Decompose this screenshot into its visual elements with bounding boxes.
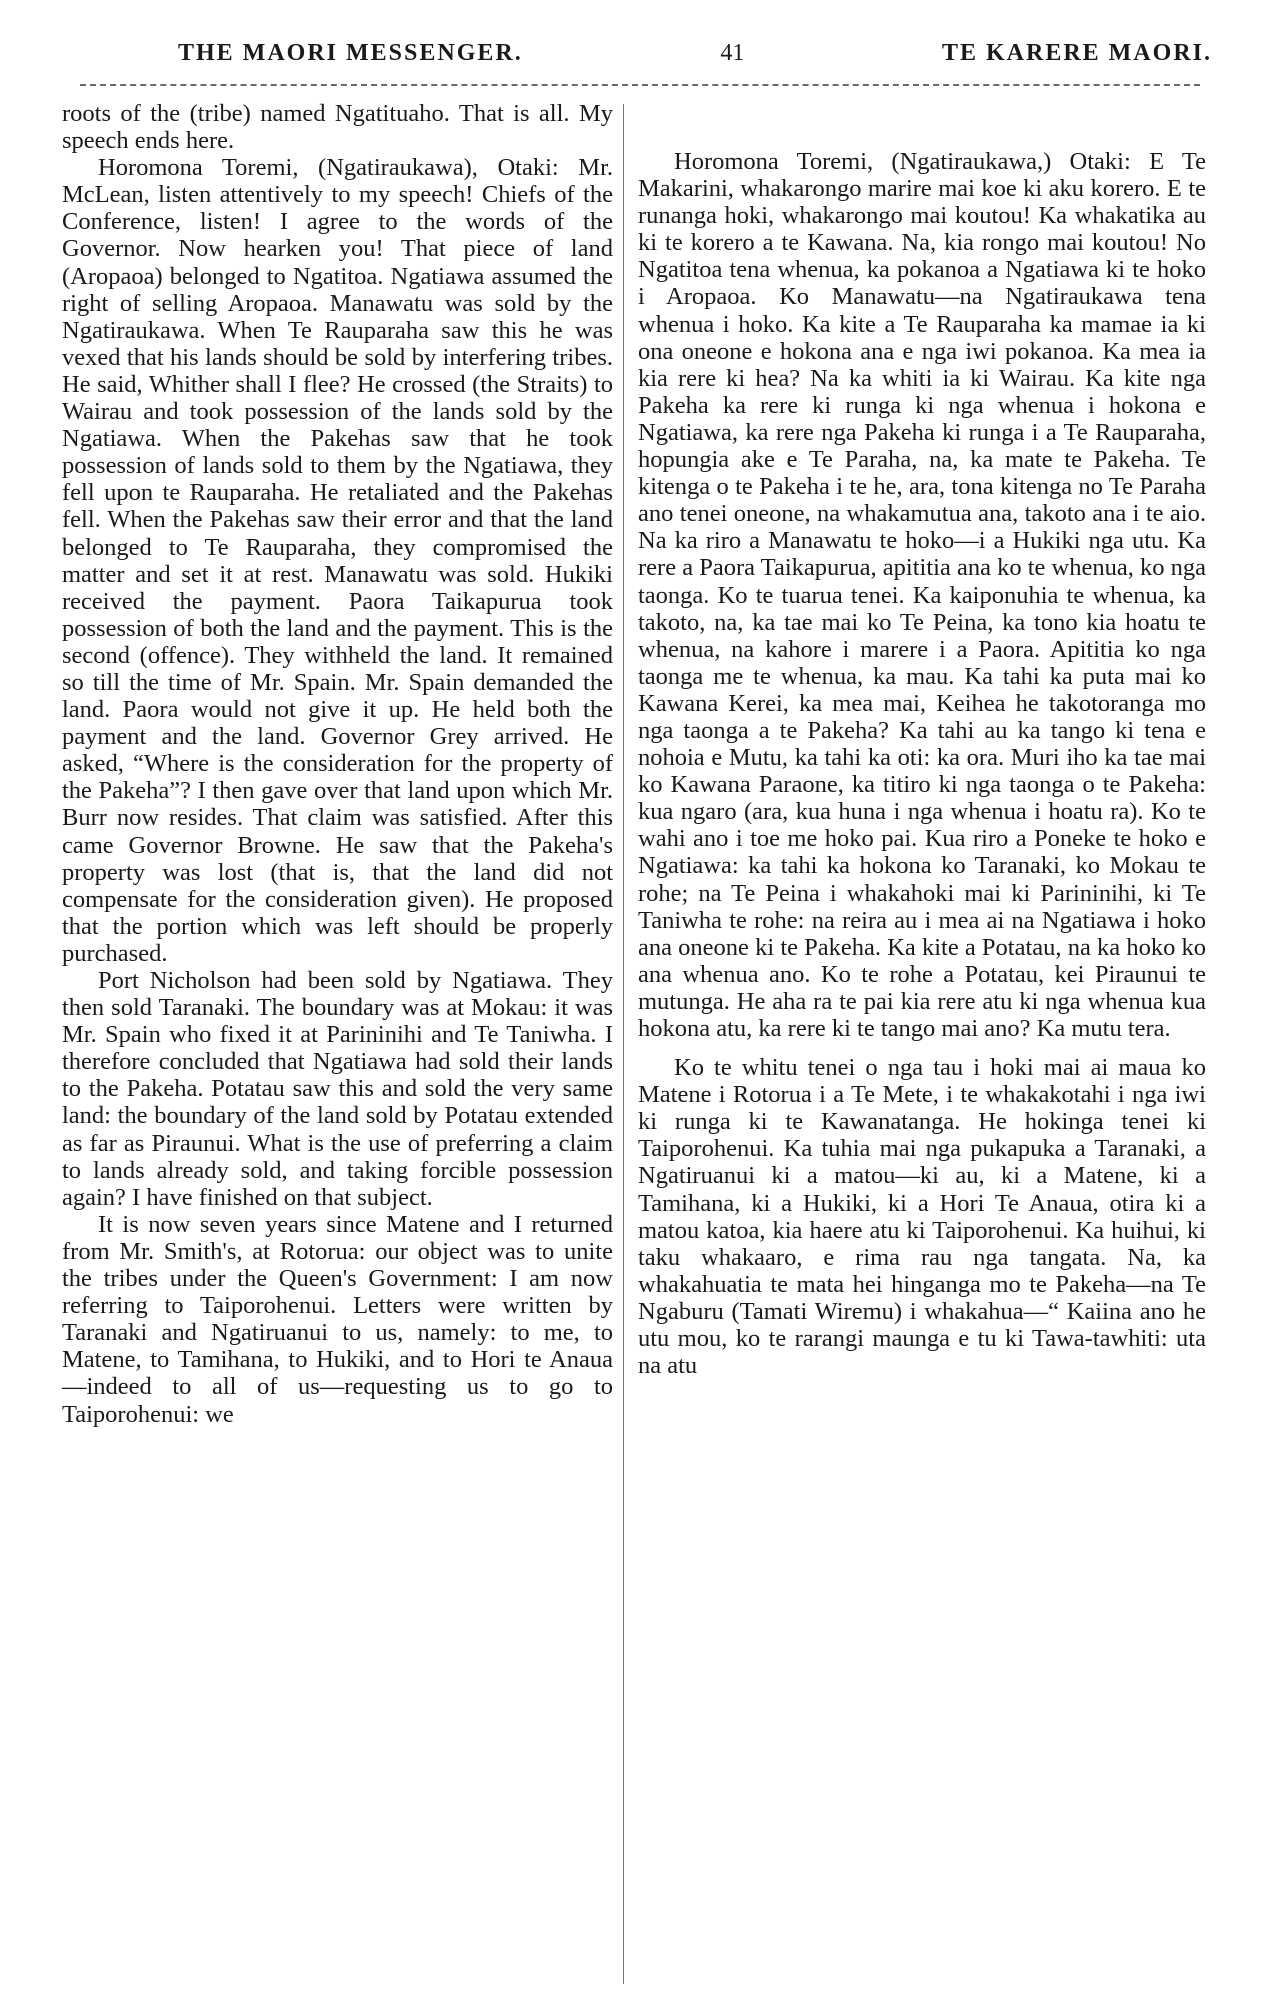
header-rule	[80, 84, 1200, 86]
maori-paragraph: Horomona Toremi, (Ngatiraukawa,) Otaki: E Te Makarini, whakarongo marire mai koe ki aku korero. E te runanga hoki, whakarongo mai koutou! Ka whakatika au ki te korero a te Kawana. Na, kia rongo mai koutou! No Ngatitoa tena whenua, ka pokanoa a Ngatiawa ki te hoko i Aropaoa. Ko Manawatu—na Ngatiraukawa tena whenua i hoko. Ka kite a Te Rauparaha ka mamae ia ki ona oneone e hokona ana e nga iwi pokanoa. Ka mea ia kia rere ki hea? Na ka whiti ia ki Wairau. Ka kite nga Pakeha ka rere ki runga ki nga whenua i hokona e Ngatiawa, ka rere nga Pakeha ki runga i a Te Rauparaha, hopungia ake e Te Paraha, na, ka mate te Pakeha. Te kitenga o te Pakeha i te he, ara, tona kitenga no Te Paraha ano tenei oneone, na whakamutua ana, takoto ana i te aio. Na ka riro a Manawatu te hoko—i a Hukiki nga utu. Ka rere a Paora Taikapurua, apititia ana ko te whenua, ko nga taonga. Ko te tuarua tenei. Ka kaiponuhia te whenua, ka takoto, na, ka tae mai ko Te Peina, ka tono kia hoatu te whenua, na kahore i marere i a Paora. Apititia ko nga taonga me te whenua, ka mau. Ka tahi ka puta mai ko Kawana Kerei, ka mea mai, Keihea he takotoranga mo nga taonga a te Pakeha? Ka tahi au ka tango ki tena e nohoia e Mutu, ka tahi ka oti: ka ora. Muri iho ka tae mai ko Kawana Paraone, ka titiro ki nga taonga o te Pakeha: kua ngaro (ara, kua huna i nga whenua i hoatu ra). Ko te wahi ano i toe me hoko pai. Kua riro a Poneke te hoko e Ngatiawa: ka tahi ka hokona ko Taranaki, ko Mokau te rohe; na Te Peina i whakahoki mai ki Parininihi, ki Te Taniwha te rohe: na reira au i mea ai na Ngatiawa i hoko ana oneone ki te Pakeha. Ka kite a Potatau, na ka hoko ko ana whenua ano. Ko te rohe a Potatau, kei Piraunui te mutunga. He aha ra te pai kia rere atu ki nga whenua kua hokona atu, ka rere ki te tango mai ano? Ka mutu tera.	[638, 148, 1206, 1042]
columns	[62, 100, 1230, 1980]
page-header	[62, 40, 1230, 74]
header-title-maori: TE KARERE MAORI.	[941, 40, 1212, 66]
english-paragraph: Port Nicholson had been sold by Ngatiawa. They then sold Taranaki. The boundary was at Mokau: it was Mr. Spain who fixed it at Parininihi and Te Taniwha. I therefore concluded that Ngatiawa had sold their lands to the Pakeha. Potatau saw this and sold the very same land: the boundary of the land sold by Potatau extended as far as Piraunui. What is the use of preferring a claim to lands already sold, and taking forcible possession again? I have finished on that subject.	[62, 967, 613, 1211]
english-paragraph: roots of the (tribe) named Ngatituaho. That is all. My speech ends here.	[62, 100, 613, 155]
english-paragraph: Horomona Toremi, (Ngatiraukawa), Otaki: Mr. McLean, listen attentively to my speech! Chiefs of the Conference, listen! I agree to the words of the Governor. Now hearken you! That piece of land (Aropaoa) belonged to Ngatitoa. Ngatiawa assumed the right of selling Aropaoa. Manawatu was sold by the Ngatiraukawa. When Te Rauparaha saw this he was vexed that his lands should be sold by interfering tribes. He said, Whither shall I flee? He crossed (the Straits) to Wairau and took possession of the lands sold by the Ngatiawa. When the Pakehas saw that he took possession of lands sold to them by the Ngatiawa, they fell upon te Rauparaha. He retaliated and the Pakehas fell. When the Pakehas saw their error and that the land belonged to Te Rauparaha, they compromised the matter and set it at rest. Manawatu was sold. Hukiki received the payment. Paora Taikapurua took possession of both the land and the payment. This is the second (offence). They withheld the land. It remained so till the time of Mr. Spain. Mr. Spain demanded the land. Paora would not give it up. He held both the payment and the land. Governor Grey arrived. He asked, “Where is the consideration for the property of the Pakeha”? I then gave over that land upon which Mr. Burr now resides. That claim was satisfied. After this came Governor Browne. He saw that the Pakeha's property was lost (that is, that the land did not compensate for the consideration given). He proposed that the portion which was left should be properly purchased.	[62, 154, 613, 967]
maori-paragraph: Ko te whitu tenei o nga tau i hoki mai ai maua ko Matene i Rotorua i a Te Mete, i te whakakotahi i nga iwi ki runga ki te Kawanatanga. He hokinga tenei ki Taiporohenui. Ka tuhia mai nga pukapuka a Taranaki, a Ngatiruanui ki a matou—ki au, ki a Matene, ki a Tamihana, ki a Hukiki, ki a Hori Te Anaua, otira ki a matou katoa, kia haere atu ki Taiporohenui. Ka huihui, ki taku whakaaro, e rima rau nga tangata. Na, ka whakahuatia te mata hei hinganga mo te Pakeha—na Te Ngaburu (Tamati Wiremu) i whakahua—“ Kaiina ano he utu mou, ko te rarangi maunga e tu ki Tawa-tawhiti: uta na atu	[638, 1054, 1206, 1380]
maori-column	[624, 100, 1206, 1980]
header-title-english: THE MAORI MESSENGER.	[178, 40, 523, 66]
page-number: 41	[720, 40, 745, 66]
english-paragraph: It is now seven years since Matene and I returned from Mr. Smith's, at Rotorua: our object was to unite the tribes under the Queen's Government: I am now referring to Taiporohenui. Letters were written by Taranaki and Ngatiruanui to us, namely: to me, to Matene, to Tamihana, to Hukiki, and to Hori te Anaua—indeed to all of us—requesting us to go to Taiporohenui: we	[62, 1210, 613, 1428]
english-column	[62, 100, 623, 1980]
